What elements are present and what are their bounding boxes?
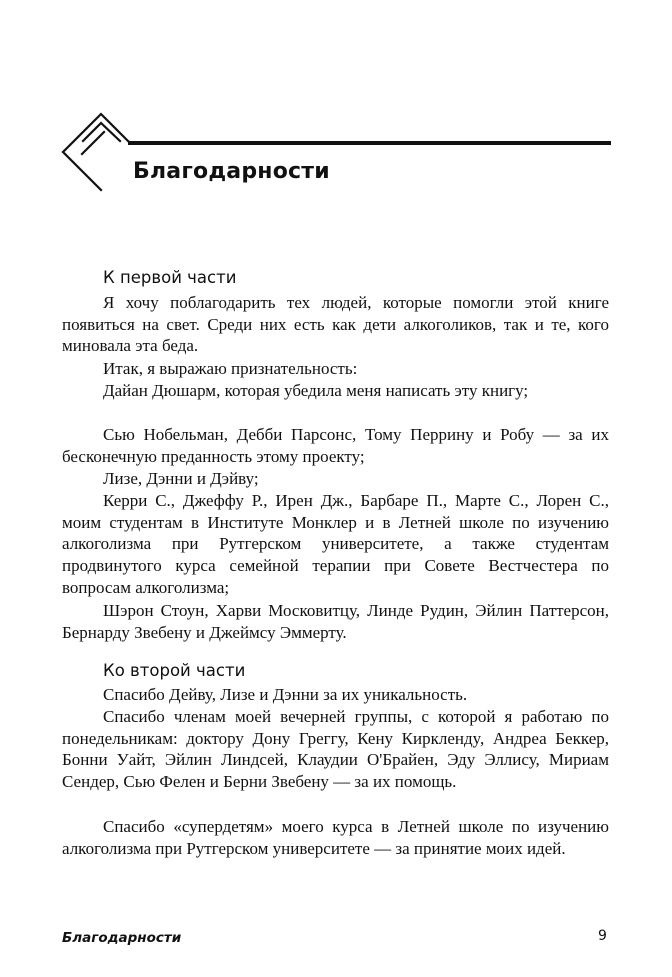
paragraph: Дайан Дюшарм, которая убедила меня написать эту книгу; (103, 381, 529, 400)
paragraph: Спасибо Дейву, Лизе и Дэнни за их уникальность. (103, 685, 468, 704)
running-footer-title: Благодарности (62, 930, 182, 946)
paragraph: Керри С., Джеффу Р., Ирен Дж., Барбаре П., Марте С., Лорен С., моим студентам в Институте Монклер и в Летней школе по изучению алкоголизма при Рутгерском университете, а также студентам продвинутого курса семейной терапии при Совете Вестчестера по вопросам алкоголизма; (62, 491, 609, 597)
section-heading-part-one: К первой части (103, 268, 237, 287)
page-number: 9 (598, 928, 607, 944)
paragraph: Сью Нобельман, Дебби Парсонс, Тому Перрину и Робу — за их бесконечную преданность этому проекту; (62, 425, 609, 466)
chapter-title-rule (128, 141, 611, 145)
paragraph: Лизе, Дэнни и Дэйву; (103, 469, 259, 488)
paragraph: Спасибо членам моей вечерней группы, с которой я работаю по понедельникам: доктору Дону Греггу, Кену Кирклендy, Андреа Беккер, Бонни Уайт, Эйлин Линдсей, Клаудии О'Брайен, Эду Эллису, Мириам Сендер, Сью Фелен и Берни Звебену — за их помощь. (62, 707, 609, 792)
paragraph: Спасибо «супердетям» моего курса в Летней школе по изучению алкоголизма при Рутгерском университете — за принятие моих идей. (62, 817, 609, 858)
chapter-title: Благодарности (133, 159, 330, 184)
paragraph: Итак, я выражаю признательность: (103, 359, 358, 378)
paragraph: Я хочу поблагодарить тех людей, которые помогли этой книге появиться на свет. Среди них есть как дети алкоголиков, так и те, кого миновала эта беда. (62, 293, 609, 356)
chapter-ornament-icon (58, 110, 134, 192)
paragraph: Шэрон Стоун, Харви Московитцу, Линде Рудин, Эйлин Паттерсон, Бернарду Звебену и Джеймсу Эммерту. (62, 601, 609, 642)
section-heading-part-two: Ко второй части (103, 661, 246, 680)
